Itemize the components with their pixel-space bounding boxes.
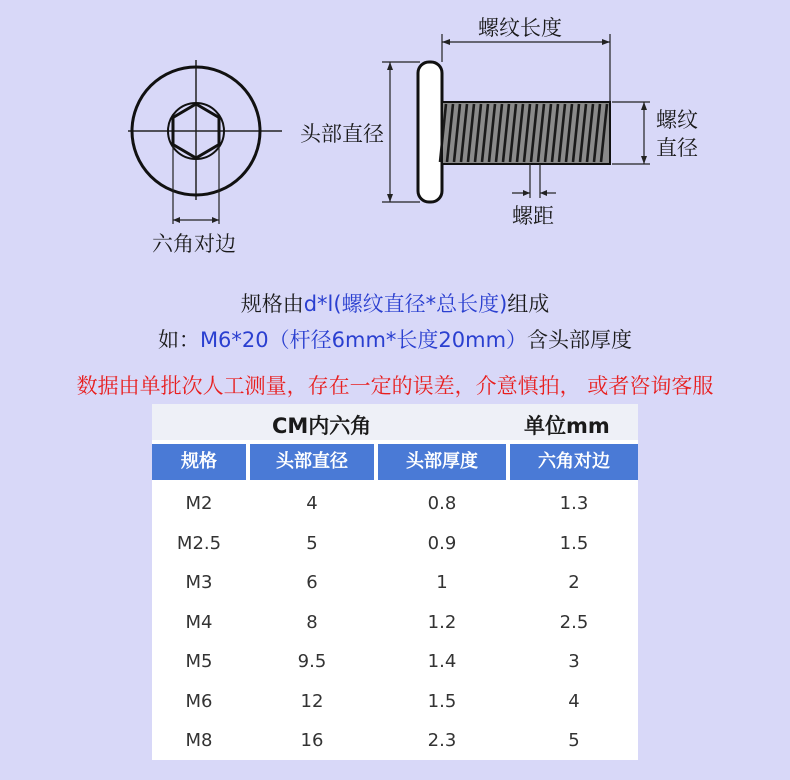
cell-head-thickness: 1.2: [427, 611, 457, 633]
cell-spec: M6: [185, 690, 213, 712]
cell-hex-across-flats: 1.3: [559, 493, 589, 514]
header-head-thickness: 头部厚度: [378, 444, 506, 480]
cell-spec: M2.5: [176, 532, 222, 554]
cell-hex-across-flats: 5: [568, 730, 580, 751]
cell-head-thickness: 1: [436, 572, 448, 593]
cell-head-thickness: 0.8: [427, 493, 457, 514]
measurement-warning: 数据由单批次人工测量，存在一定的误差，介意慎拍， 或者咨询客服: [76, 374, 714, 398]
spec-table: [152, 404, 638, 760]
table-title: CM内六角: [272, 414, 372, 438]
thread-diameter-label-1: 螺纹: [656, 108, 698, 132]
spec-note: [0, 288, 790, 318]
cell-spec: M8: [185, 730, 213, 751]
head-top-view: [128, 60, 282, 224]
table-row: [152, 682, 638, 722]
cell-head-thickness: 1.5: [427, 690, 457, 712]
cell-head-diameter: 12: [300, 690, 324, 712]
example-note: [0, 324, 790, 354]
cell-head-diameter: 4: [306, 493, 318, 514]
table-row: [152, 484, 638, 524]
thread-length-label: 螺纹长度: [478, 16, 562, 40]
pitch-label: 螺距: [512, 204, 554, 228]
cell-spec: M2: [185, 493, 213, 514]
cell-head-diameter: 8: [306, 611, 318, 633]
table-row: [152, 563, 638, 603]
header-head-diameter: 头部直径: [250, 444, 374, 480]
spec-note-prefix: 规格由: [240, 292, 304, 316]
head-diameter-label: 头部直径: [300, 122, 384, 146]
cell-hex-across-flats: 2: [568, 572, 580, 593]
cell-head-diameter: 6: [306, 572, 318, 593]
table-row: [152, 524, 638, 564]
cell-head-thickness: 2.3: [427, 730, 457, 751]
hex-across-flats-label: 六角对边: [152, 232, 236, 256]
cell-head-thickness: 1.4: [427, 651, 457, 672]
thread-diameter-label-2: 直径: [656, 136, 698, 160]
table-body: [152, 484, 638, 761]
cell-spec: M3: [185, 572, 213, 593]
example-note-prefix: 如：: [157, 328, 200, 352]
table-row: [152, 603, 638, 643]
header-hex-across-flats: 六角对边: [510, 444, 638, 480]
screw-side-view: [382, 34, 650, 202]
cell-spec: M5: [185, 651, 213, 672]
cell-head-diameter: 9.5: [297, 651, 327, 672]
table-unit: 单位mm: [524, 414, 610, 438]
example-note-example: M6*20（杆径6mm*长度20mm）: [199, 328, 528, 352]
table-row: [152, 721, 638, 761]
table-row: [152, 642, 638, 682]
cell-hex-across-flats: 2.5: [559, 611, 589, 633]
spec-note-suffix: 组成: [507, 292, 550, 316]
header-spec: 规格: [152, 444, 246, 480]
cell-head-diameter: 5: [306, 532, 318, 554]
cell-head-thickness: 0.9: [427, 532, 457, 554]
cell-spec: M4: [185, 611, 213, 633]
cell-hex-across-flats: 4: [568, 690, 580, 712]
cell-hex-across-flats: 1.5: [559, 532, 589, 554]
table-title-bar: [152, 404, 638, 440]
spec-note-formula: d*l(螺纹直径*总长度): [303, 292, 508, 316]
cell-hex-across-flats: 3: [568, 651, 580, 672]
table-header-row: [152, 444, 638, 482]
cell-head-diameter: 16: [300, 730, 324, 751]
example-note-suffix: 含头部厚度: [527, 328, 633, 352]
